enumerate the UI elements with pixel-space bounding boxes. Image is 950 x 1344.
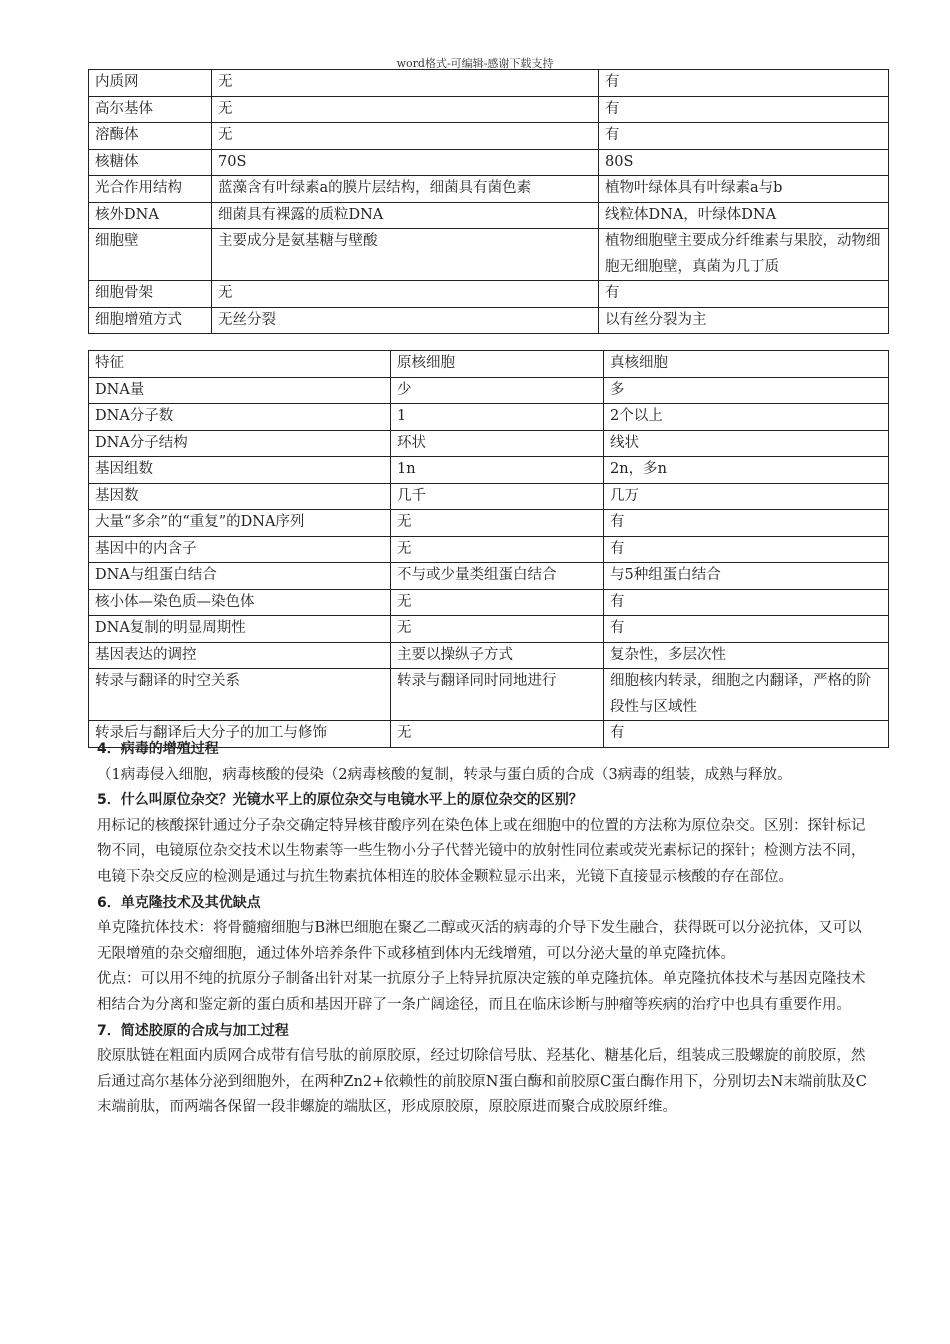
section-paragraph: （1病毒侵入细胞，病毒核酸的侵染（2病毒核酸的复制，转录与蛋白质的合成（3病毒的组装，成熟与释放。 (97, 766, 792, 783)
table-header-row (89, 351, 889, 378)
table-cell: 细胞增殖方式 (89, 307, 212, 334)
table-cell: 无 (391, 616, 604, 643)
table-cell: 线粒体DNA，叶绿体DNA (599, 202, 889, 229)
section-paragraph: 单克隆抗体技术：将骨髓瘤细胞与B淋巴细胞在聚乙二醇或灭活的病毒的介导下发生融合，获得既可以分泌抗体，又可以无限增殖的杂交瘤细胞，通过体外培养条件下或移植到体内无线增殖，可以分泌大量的单克隆抗体。 (97, 920, 862, 962)
section-heading: 7．简述胶原的合成与加工过程 (97, 1022, 289, 1039)
table-cell: 无 (212, 70, 599, 97)
table-cell: 1 (391, 404, 604, 431)
table-cell: 核小体—染色质—染色体 (89, 589, 391, 616)
table-cell: 线状 (604, 430, 889, 457)
table-cell: 80S (599, 149, 889, 176)
table-row (89, 70, 889, 97)
table-row (89, 430, 889, 457)
table-cell: DNA与组蛋白结合 (89, 563, 391, 590)
table-cell: DNA分子结构 (89, 430, 391, 457)
column-header: 原核细胞 (391, 351, 604, 378)
table-cell: 细胞骨架 (89, 281, 212, 308)
table-cell: 无 (391, 510, 604, 537)
table-cell: 细胞壁 (89, 229, 212, 281)
table-row (89, 510, 889, 537)
organelle-comparison-table (88, 69, 889, 334)
table-cell: 无 (391, 721, 604, 748)
table-row (89, 176, 889, 203)
table-row (89, 96, 889, 123)
table-row (89, 483, 889, 510)
table-cell: 主要成分是氨基糖与壁酸 (212, 229, 599, 281)
table-row (89, 229, 889, 281)
column-header: 真核细胞 (604, 351, 889, 378)
table-row (89, 669, 889, 721)
cell-feature-comparison-table (88, 350, 889, 748)
table-cell: 70S (212, 149, 599, 176)
table-row (89, 457, 889, 484)
table-row (89, 642, 889, 669)
section-paragraph: 优点：可以用不纯的抗原分子制备出针对某一抗原分子上特异抗原决定簇的单克隆抗体。单克隆抗体技术与基因克隆技术相结合为分离和鉴定新的蛋白质和基因开辟了一条广阔途径，而且在临床诊断与肿瘤等疾病的治疗中也具有重要作用。 (97, 971, 866, 1013)
table-cell: 与5种组蛋白结合 (604, 563, 889, 590)
table-row (89, 377, 889, 404)
section-paragraph: 胶原肽链在粗面内质网合成带有信号肽的前原胶原，经过切除信号肽、羟基化、糖基化后，组装成三股螺旋的前胶原，然后通过高尔基体分泌到细胞外，在两种Zn2+依赖性的前胶原N蛋白酶和前胶原C蛋白酶作用下，分别切去N末端前肽及C末端前肽，而两端各保留一段非螺旋的端肽区，形成原胶原，原胶原进而聚合成胶原纤维。 (97, 1048, 867, 1116)
table-cell: 核糖体 (89, 149, 212, 176)
table-cell: 有 (599, 123, 889, 150)
table-cell: 以有丝分裂为主 (599, 307, 889, 334)
table-cell: 有 (604, 510, 889, 537)
table-cell: 1n (391, 457, 604, 484)
table-cell: 植物叶绿体具有叶绿素a与b (599, 176, 889, 203)
table-cell: 有 (599, 70, 889, 97)
table-cell: 无 (391, 589, 604, 616)
table-cell: 转录与翻译的时空关系 (89, 669, 391, 721)
table-cell: 有 (604, 616, 889, 643)
table-cell: 2n，多n (604, 457, 889, 484)
table-cell: 有 (599, 96, 889, 123)
table-cell: 几千 (391, 483, 604, 510)
table-cell: 基因中的内含子 (89, 536, 391, 563)
column-header: 特征 (89, 351, 391, 378)
table-cell: 复杂性，多层次性 (604, 642, 889, 669)
table-cell: 环状 (391, 430, 604, 457)
table-row (89, 307, 889, 334)
table-cell: 多 (604, 377, 889, 404)
table-cell: 核外DNA (89, 202, 212, 229)
table-cell: 基因组数 (89, 457, 391, 484)
table-cell: DNA分子数 (89, 404, 391, 431)
table-cell: 有 (604, 589, 889, 616)
table-row (89, 616, 889, 643)
section-heading: 4．病毒的增殖过程 (97, 741, 219, 757)
table-cell: 无 (391, 536, 604, 563)
table-cell: 基因表达的调控 (89, 642, 391, 669)
page-header: word格式-可编辑-感谢下载支持 (396, 57, 554, 70)
table-cell: 蓝藻含有叶绿素a的膜片层结构，细菌具有菌色素 (212, 176, 599, 203)
table-cell: 细胞核内转录，细胞之内翻译，严格的阶段性与区域性 (604, 669, 889, 721)
table-cell: 内质网 (89, 70, 212, 97)
table-row (89, 589, 889, 616)
table-cell: 无 (212, 281, 599, 308)
table-cell: 高尔基体 (89, 96, 212, 123)
table-cell: 无丝分裂 (212, 307, 599, 334)
table-cell: 细菌具有裸露的质粒DNA (212, 202, 599, 229)
table-cell: 几万 (604, 483, 889, 510)
table-cell: 有 (599, 281, 889, 308)
table-row (89, 536, 889, 563)
table-row (89, 202, 889, 229)
table-cell: 溶酶体 (89, 123, 212, 150)
table-cell: 主要以操纵子方式 (391, 642, 604, 669)
table-cell: 大量“多余”的“重复”的DNA序列 (89, 510, 391, 537)
section-paragraph: 用标记的核酸探针通过分子杂交确定特异核苷酸序列在染色体上或在细胞中的位置的方法称为原位杂交。区别：探针标记物不同，电镜原位杂交技术以生物素等一些生物小分子代替光镜中的放射性同位素或荧光素标记的探针；检测方法不同，电镜下杂交反应的检测是通过与抗生物素抗体相连的胶体金颗粒显示出来，光镜下直接显示核酸的存在部位。 (97, 817, 866, 885)
table-cell: 有 (604, 721, 889, 748)
table-cell: 转录与翻译同时同地进行 (391, 669, 604, 721)
table-row (89, 281, 889, 308)
table-cell: 无 (212, 123, 599, 150)
table-row (89, 123, 889, 150)
document-body (97, 737, 867, 1121)
section-heading: 5．什么叫原位杂交？光镜水平上的原位杂交与电镜水平上的原位杂交的区别？ (97, 792, 583, 809)
table-row (89, 404, 889, 431)
table-cell: 光合作用结构 (89, 176, 212, 203)
table-cell: 植物细胞壁主要成分纤维素与果胶，动物细胞无细胞壁，真菌为几丁质 (599, 229, 889, 281)
table-cell: 有 (604, 536, 889, 563)
section-heading: 6．单克隆技术及其优缺点 (97, 894, 261, 911)
table-cell: 2个以上 (604, 404, 889, 431)
table-cell: 无 (212, 96, 599, 123)
table-row (89, 563, 889, 590)
table-cell: 基因数 (89, 483, 391, 510)
table-cell: DNA量 (89, 377, 391, 404)
table-row (89, 149, 889, 176)
table-cell: 不与或少量类组蛋白结合 (391, 563, 604, 590)
table-cell: 转录后与翻译后大分子的加工与修饰 (89, 721, 391, 748)
table-cell: 少 (391, 377, 604, 404)
table-cell: DNA复制的明显周期性 (89, 616, 391, 643)
